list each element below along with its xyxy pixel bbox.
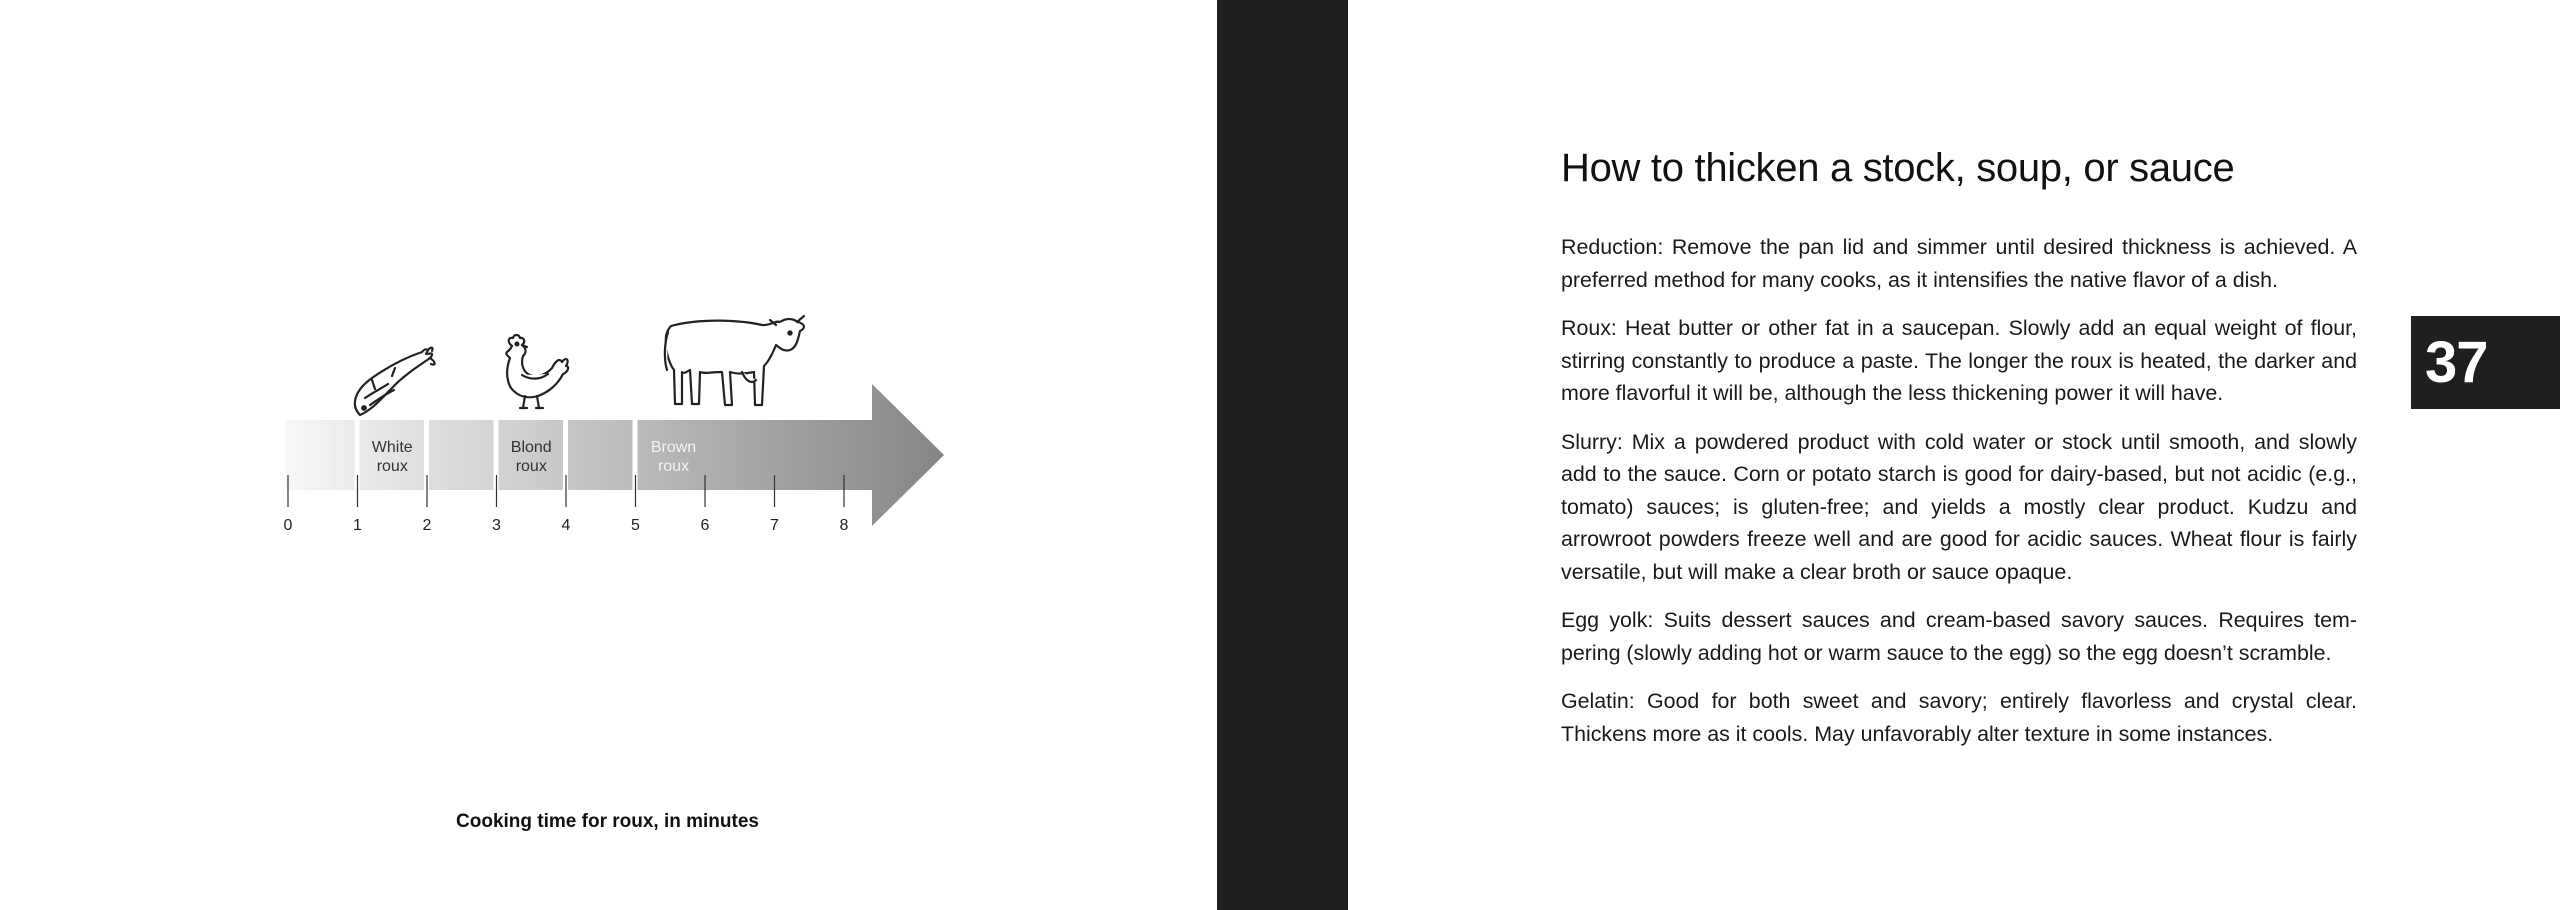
tick-label: 4 (561, 517, 571, 534)
tick-label: 7 (770, 517, 779, 534)
body-text (1561, 231, 2357, 766)
stage-label: roux (515, 458, 547, 475)
paragraph-egg-yolk: Egg yolk: Suits dessert sauces and cream-based savory sauces. Requires tempering (slowly adding hot or warm sauce to the egg) so the egg doesn’t scramble. (1561, 608, 2357, 665)
left-page (0, 0, 1217, 910)
book-gutter (1217, 0, 1348, 910)
tick-label: 0 (283, 517, 293, 534)
paragraph-reduction: Reduction: Remove the pan lid and simmer until desired thickness is achieved. A preferred method for many cooks, as it intensifies the native flavor of a dish. (1561, 235, 2357, 292)
page-title: How to thicken a stock, soup, or sauce (1561, 146, 2235, 190)
tick-label: 6 (700, 517, 710, 534)
roux-timeline-diagram (0, 0, 1217, 910)
stage-label: roux (657, 458, 690, 475)
stage-label: Blond (510, 439, 552, 456)
tick-label: 3 (492, 517, 501, 534)
stage-label: Brown (650, 439, 697, 456)
tick-label: 2 (422, 517, 432, 534)
cow-icon (665, 316, 804, 405)
tick-label: 8 (839, 517, 849, 534)
paragraph-roux: Roux: Heat butter or other fat in a saucepan. Slowly add an equal weight of flour, stirring constantly to produce a paste. The longer the roux is heated, the darker and more flavorful it will be, although the less thickening power it will have. (1561, 316, 2357, 405)
paragraph-gelatin: Gelatin: Good for both sweet and savory; entirely flavorless and crystal clear. Thickens more as it cools. May unfavorably alter texture in some instances. (1561, 689, 2357, 746)
tick-label: 1 (353, 517, 362, 534)
fish-icon (355, 348, 435, 415)
paragraph-slurry: Slurry: Mix a powdered product with cold water or stock until smooth, and slowly add to the sauce. Corn or potato starch is good for dairy-based, but not acidic (e.g., tomato) sauces; is gluten-free; and yields a mostly clear product. Kudzu and arrowroot powders freeze well and are good for acidic sauces. Wheat flour is fairly versatile, but will make a clear broth or sauce opaque. (1561, 429, 2357, 584)
stage-label: roux (376, 458, 408, 475)
stage-label: White (371, 439, 413, 456)
diagram-caption: Cooking time for roux, in minutes (456, 811, 759, 832)
tick-label: 5 (631, 517, 640, 534)
chicken-icon (506, 335, 568, 408)
page-number-tab: 37 (2411, 316, 2560, 409)
